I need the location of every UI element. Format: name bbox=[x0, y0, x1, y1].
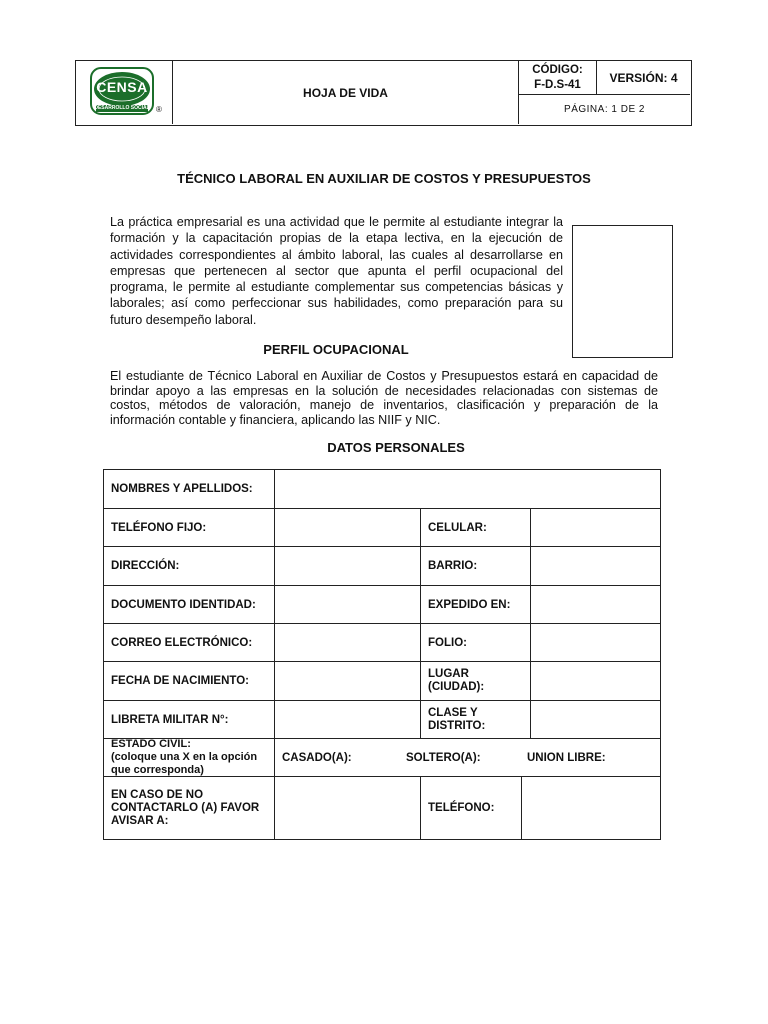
clase-label bbox=[421, 701, 531, 738]
estado-civil-line3: que corresponda) bbox=[111, 764, 204, 776]
estado-civil-line2: (coloque una X en la opción bbox=[111, 751, 258, 763]
estado-civil-label bbox=[104, 739, 275, 776]
datos-title: DATOS PERSONALES bbox=[327, 440, 465, 455]
code-value: F-D.S-41 bbox=[534, 79, 581, 91]
union-libre-option[interactable]: UNION LIBRE: bbox=[527, 751, 606, 764]
table-row bbox=[104, 586, 660, 624]
table-row bbox=[104, 624, 660, 662]
barrio-field[interactable] bbox=[531, 547, 660, 585]
lugar-label bbox=[421, 662, 531, 700]
expedido-label: EXPEDIDO EN: bbox=[421, 586, 531, 623]
fecha-nacimiento-field[interactable] bbox=[275, 662, 421, 700]
code-label: CÓDIGO: bbox=[532, 64, 583, 76]
logo-subtext: DESARROLLO SOCIAL bbox=[94, 105, 150, 111]
photo-box bbox=[572, 225, 673, 358]
libreta-label: LIBRETA MILITAR N°: bbox=[104, 701, 275, 738]
casado-option[interactable]: CASADO(A): bbox=[282, 751, 352, 764]
contacto-line3: AVISAR A: bbox=[111, 814, 169, 827]
soltero-option[interactable]: SOLTERO(A): bbox=[406, 751, 481, 764]
table-row bbox=[104, 777, 660, 839]
telefono-contacto-field[interactable] bbox=[522, 777, 660, 839]
correo-field[interactable] bbox=[275, 624, 421, 661]
telefono-contacto-label: TELÉFONO: bbox=[421, 777, 522, 839]
table-row bbox=[104, 662, 660, 701]
folio-field[interactable] bbox=[531, 624, 660, 661]
personal-data-form bbox=[103, 469, 661, 840]
contacto-field[interactable] bbox=[275, 777, 421, 839]
document-header bbox=[75, 60, 692, 126]
telefono-fijo-label: TELÉFONO FIJO: bbox=[104, 509, 275, 546]
documento-field[interactable] bbox=[275, 586, 421, 623]
perfil-title: PERFIL OCUPACIONAL bbox=[263, 342, 409, 357]
logo-text: CENSA bbox=[96, 79, 148, 95]
contacto-line1: EN CASO DE NO bbox=[111, 788, 204, 801]
fecha-nacimiento-label: FECHA DE NACIMIENTO: bbox=[104, 662, 275, 700]
lugar-label-line2: (CIUDAD): bbox=[428, 681, 485, 693]
clase-label-line1: CLASE Y bbox=[428, 706, 478, 719]
clase-field[interactable] bbox=[531, 701, 660, 738]
page-number: PÁGINA: 1 DE 2 bbox=[564, 104, 645, 115]
celular-label: CELULAR: bbox=[421, 509, 531, 546]
lugar-label-line1: LUGAR bbox=[428, 668, 469, 680]
code-cell bbox=[519, 61, 597, 95]
nombres-field[interactable] bbox=[275, 470, 660, 508]
table-row bbox=[104, 470, 660, 509]
folio-label: FOLIO: bbox=[421, 624, 531, 661]
libreta-field[interactable] bbox=[275, 701, 421, 738]
table-row bbox=[104, 701, 660, 739]
telefono-fijo-field[interactable] bbox=[275, 509, 421, 546]
barrio-label: BARRIO: bbox=[421, 547, 531, 585]
contacto-line2: CONTACTARLO (A) FAVOR bbox=[111, 801, 260, 814]
version-label: VERSIÓN: 4 bbox=[597, 61, 690, 95]
estado-civil-options bbox=[275, 739, 660, 776]
program-title: TÉCNICO LABORAL EN AUXILIAR DE COSTOS Y PRESUPUESTOS bbox=[177, 171, 591, 186]
celular-field[interactable] bbox=[531, 509, 660, 546]
table-row bbox=[104, 547, 660, 586]
lugar-field[interactable] bbox=[531, 662, 660, 700]
direccion-field[interactable] bbox=[275, 547, 421, 585]
estado-civil-line1: ESTADO CIVIL: bbox=[111, 738, 191, 750]
direccion-label: DIRECCIÓN: bbox=[104, 547, 275, 585]
correo-label: CORREO ELECTRÓNICO: bbox=[104, 624, 275, 661]
documento-label: DOCUMENTO IDENTIDAD: bbox=[104, 586, 275, 623]
logo-cell bbox=[76, 61, 173, 124]
perfil-paragraph: El estudiante de Técnico Laboral en Auxiliar de Costos y Presupuestos estará en capacidad de brindar apoyo a las empresas en la solución de necesidades relacionadas con sistemas de costos, métodos de valoración, manejo de inventarios, clasificación y preparación de la información contable y financiera, aplicando las NIIF y NIC. bbox=[110, 369, 658, 427]
clase-label-line2: DISTRITO: bbox=[428, 719, 486, 732]
nombres-label: NOMBRES Y APELLIDOS: bbox=[104, 470, 275, 508]
registered-icon: ® bbox=[156, 105, 162, 114]
table-row bbox=[104, 509, 660, 547]
intro-paragraph: La práctica empresarial es una actividad que le permite al estudiante integrar la formación y la capacitación propias de la etapa lectiva, en la ejecución de actividades correspondientes al ámbito laboral, las cuales al desarrollarse en empresas que pertenecen al sector que apunta el perfil ocupacional del programa, le permite al estudiante complementar sus competencias básicas y laborales; así como perfeccionar sus habilidades, como preparación para su futuro desempeño laboral. bbox=[110, 215, 563, 327]
expedido-field[interactable] bbox=[531, 586, 660, 623]
document-name: HOJA DE VIDA bbox=[173, 61, 519, 124]
contacto-label bbox=[104, 777, 275, 839]
table-row bbox=[104, 739, 660, 777]
